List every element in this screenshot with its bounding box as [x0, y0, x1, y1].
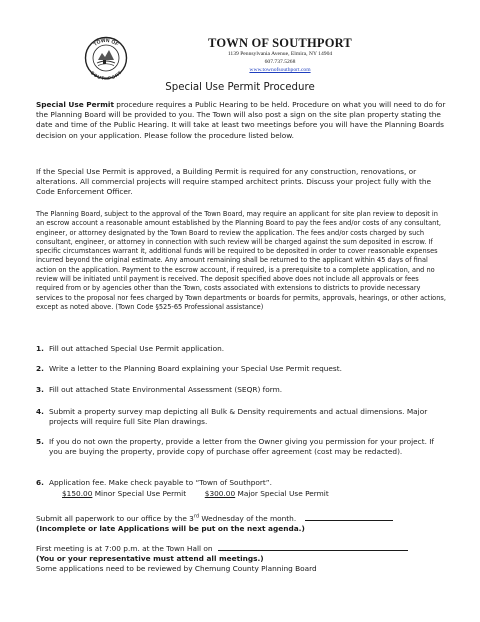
- town-seal-logo: [84, 36, 128, 80]
- step-text: Write a letter to the Planning Board explaining your Special Use Permit request.: [49, 364, 342, 373]
- step-number: 2.: [36, 364, 44, 373]
- intro-text: procedure requires a Public Hearing to be held. Procedure on what you will need to do for the Planning Board will be provided to you. The Town will also post a sign on the site plan property stating the date and time of the Public Hearing. It will take at least two meetings before you will have the Planning Boards decision on your application. Please follow the procedure listed below.: [36, 100, 446, 140]
- intro-paragraph: [36, 100, 446, 141]
- seal-text-top: TOWN OF: [92, 37, 120, 48]
- step-number: 1.: [36, 344, 44, 353]
- step-text: Submit a property survey map depicting all Bulk & Density requirements and actual dimensions. Major projects will require full Site Plan drawings.: [49, 407, 428, 427]
- town-name: TOWN OF SOUTHPORT: [208, 36, 352, 50]
- svg-text:SOUTHPORT: [90, 70, 123, 80]
- step-number: 5.: [36, 437, 44, 446]
- approval-paragraph: [36, 167, 446, 198]
- escrow-paragraph: [36, 210, 446, 312]
- step-number: 3.: [36, 385, 44, 394]
- escrow-text: The Planning Board, subject to the approval of the Town Board, may require an applicant for site plan review to deposit in an escrow account a reasonable amount established by the Planning Board to pay the fees and/or costs of any consultant, engineer, or attorney designated by the Town Board to review the application. The fees and/or costs charged by such consultant, engineer, or attorney in connection with such review will be charged against the sum deposited in escrow. If specific circumstances warrant it, additional funds will be required to be deposited in order to cover reasonable expenses incurred beyond the original estimate. Any amount remaining shall be returned to the applicant within 45 days of final action on the application. Payment to the escrow account, if required, is a prerequisite to a complete application, and no review will be initiated until payment is received. The deposit specified above does not include all approvals or fees required from or by agencies other than the Town, costs associated with extensions to districts to provide necessary services to the proposal nor fees charged by Town departments or boards for permits, approvals, hearings, or other actions, except as noted above. (Town Code §525-65 Professional assistance): [36, 210, 446, 311]
- submission-superscript: rd: [193, 513, 200, 520]
- submission-note: (Incomplete or late Applications will be put on the next agenda.): [36, 524, 305, 534]
- step-text: Application fee. Make check payable to “Town of Southport”.: [49, 478, 272, 487]
- town-website-link[interactable]: www.townofsouthport.com: [249, 67, 311, 73]
- step-number: 4.: [36, 407, 44, 416]
- county-note: Some applications need to be reviewed by Chemung County Planning Board: [36, 564, 317, 574]
- submission-date-blank[interactable]: [305, 520, 393, 521]
- town-phone: 607.737.5268: [264, 59, 296, 65]
- seal-text-bottom: SOUTHPORT: [89, 70, 123, 80]
- submission-text: Submit all paperwork to our office by the 3: [36, 514, 194, 523]
- town-address: 1139 Pennsylvania Avenue, Elmira, NY 14904: [227, 51, 333, 57]
- document-title: Special Use Permit Procedure: [165, 82, 315, 93]
- step-text: Fill out attached State Environmental Assessment (SEQR) form.: [49, 385, 283, 394]
- major-fee-label: Major Special Use Permit: [237, 489, 329, 498]
- major-fee-amount: $300.00: [204, 489, 236, 498]
- meeting-block: [36, 544, 446, 575]
- step-number: 6.: [36, 478, 44, 487]
- letterhead: [150, 36, 410, 74]
- step-text: If you do not own the property, provide a letter from the Owner giving you permission for your project. If you are buying the property, provide copy of purchase offer agreement (cost may be redacted).: [49, 437, 434, 457]
- intro-lead-bold: Special Use Permit: [36, 100, 114, 109]
- submission-block: [36, 514, 446, 534]
- minor-fee-amount: $150.00: [62, 489, 93, 498]
- step-text: Fill out attached Special Use Permit application.: [49, 344, 225, 353]
- approval-text: If the Special Use Permit is approved, a Building Permit is required for any construction, renovations, or alterations. All commercial projects will require stamped architect prints. Discuss your project fully with the Code Enforcement Officer.: [36, 167, 432, 197]
- meeting-date-blank[interactable]: [218, 550, 408, 551]
- meeting-text: First meeting is at 7:00 p.m. at the Town Hall on: [36, 544, 213, 553]
- meeting-note: (You or your representative must attend all meetings.): [36, 554, 264, 564]
- minor-fee-label: Minor Special Use Permit: [94, 489, 187, 498]
- submission-text-after: Wednesday of the month.: [199, 514, 297, 523]
